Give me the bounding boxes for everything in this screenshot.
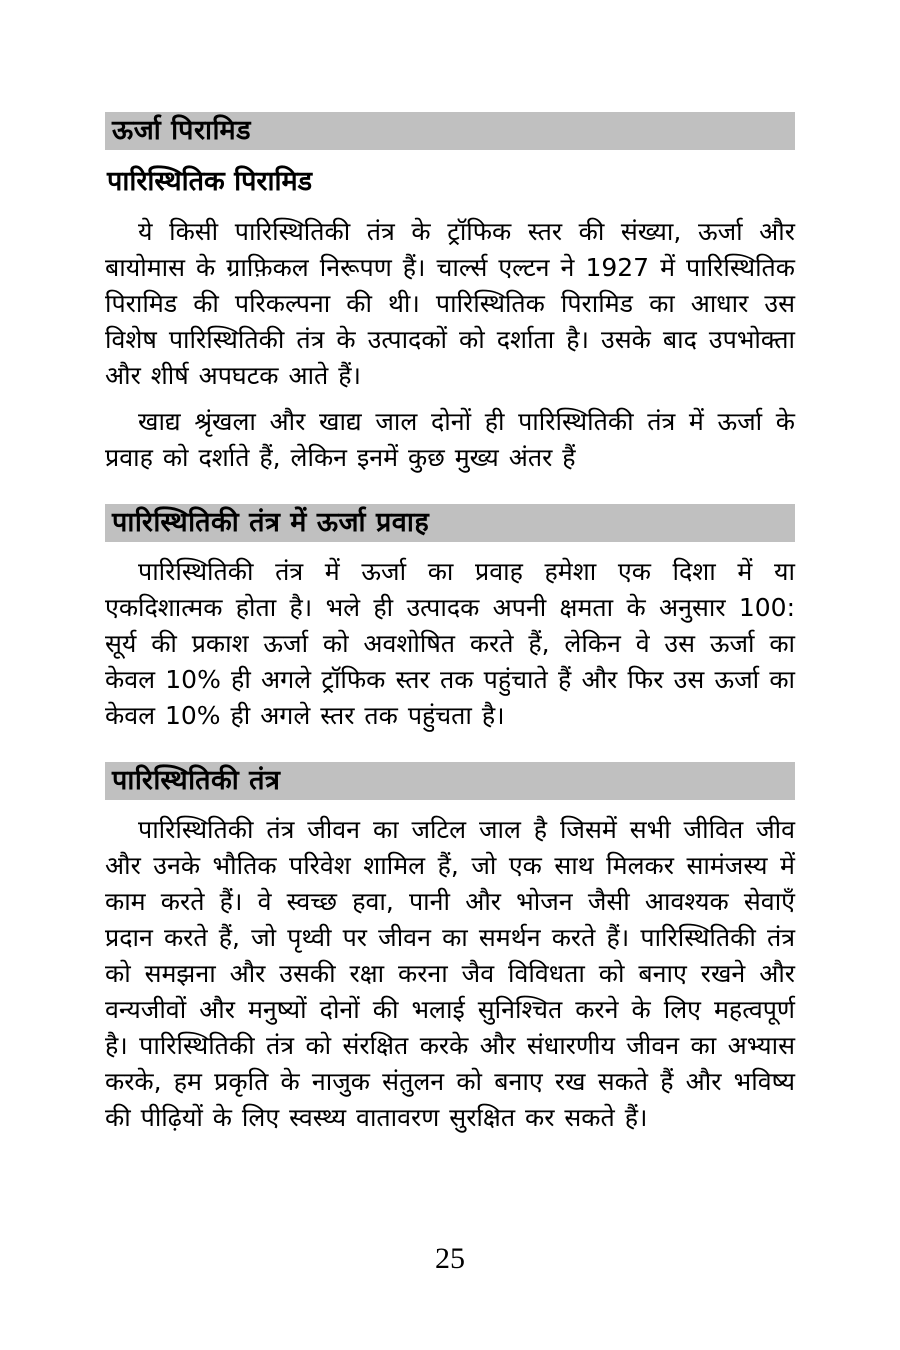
paragraph-ecological-pyramid-intro: ये किसी पारिस्थितिकी तंत्र के ट्रॉफिक स्तर की संख्या, ऊर्जा और बायोमास के ग्राफ़िकल निरूपण हैं। चार्ल्स एल्टन ने 1927 में पारिस्थितिक पिरामिड की परिकल्पना की थी। पारिस्थितिक पिरामिड का आधार उस विशेष पारिस्थितिकी तंत्र के उत्पादकों को दर्शाता है। उसके बाद उपभोक्ता और शीर्ष अपघटक आते हैं। — [105, 217, 795, 390]
paragraph-food-chain-web: खाद्य श्रृंखला और खाद्य जाल दोनों ही पारिस्थितिकी तंत्र में ऊर्जा के प्रवाह को दर्शाते हैं, लेकिन इनमें कुछ मुख्य अंतर हैं — [105, 407, 795, 472]
page-number: 25 — [435, 1242, 465, 1275]
section-heading-energy-pyramid: ऊर्जा पिरामिड — [105, 112, 795, 150]
subheading-ecological-pyramid: पारिस्थितिक पिरामिड — [107, 166, 313, 197]
section-heading-ecosystem: पारिस्थितिकी तंत्र — [105, 762, 795, 800]
page-content — [105, 112, 795, 1136]
paragraph-ecosystem: पारिस्थितिकी तंत्र जीवन का जटिल जाल है जिसमें सभी जीवित जीव और उनके भौतिक परिवेश शामिल हैं, जो एक साथ मिलकर सामंजस्य में काम करते हैं। वे स्वच्छ हवा, पानी और भोजन जैसी आवश्यक सेवाएँ प्रदान करते हैं, जो पृथ्वी पर जीवन का समर्थन करते हैं। पारिस्थितिकी तंत्र को समझना और उसकी रक्षा करना जैव विविधता को बनाए रखने और वन्यजीवों और मनुष्यों दोनों की भलाई सुनिश्चित करने के लिए महत्वपूर्ण है। पारिस्थितिकी तंत्र को संरक्षित करके और संधारणीय जीवन का अभ्यास करके, हम प्रकृति के नाजुक संतुलन को बनाए रख सकते हैं और भविष्य की पीढ़ियों के लिए स्वस्थ्य वातावरण सुरक्षित कर सकते हैं। — [105, 815, 795, 1132]
section-heading-energy-flow: पारिस्थितिकी तंत्र में ऊर्जा प्रवाह — [105, 504, 795, 542]
paragraph-energy-flow: पारिस्थितिकी तंत्र में ऊर्जा का प्रवाह हमेशा एक दिशा में या एकदिशात्मक होता है। भले ही उत्पादक अपनी क्षमता के अनुसार 100: सूर्य की प्रकाश ऊर्जा को अवशोषित करते हैं, लेकिन वे उस ऊर्जा का केवल 10% ही अगले ट्रॉफिक स्तर तक पहुंचाते हैं और फिर उस ऊर्जा का केवल 10% ही अगले स्तर तक पहुंचता है। — [105, 557, 795, 730]
